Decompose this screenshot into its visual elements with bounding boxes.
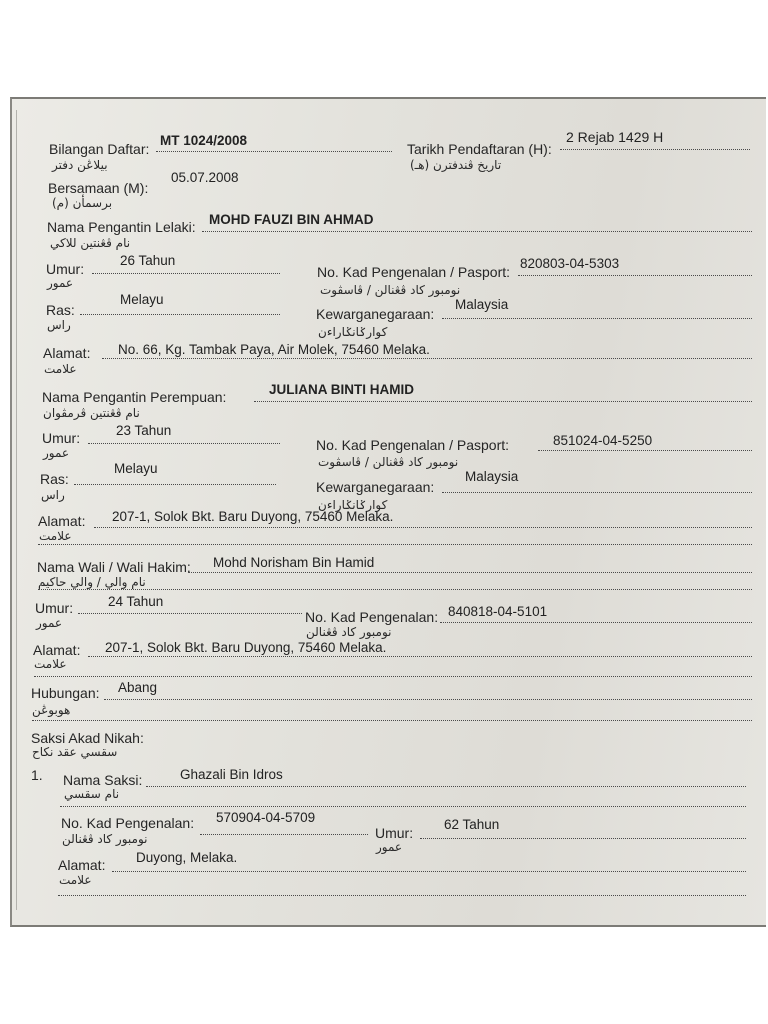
jawi-bride-alamat: علامت — [39, 529, 72, 543]
value-wali-age: 24 Tahun — [108, 594, 164, 609]
field-line-groom-age — [92, 273, 280, 274]
value-groom-address: No. 66, Kg. Tambak Paya, Air Molek, 75460 Melaka. — [118, 342, 430, 357]
label-hubungan: Hubungan: — [31, 685, 100, 701]
value-bride-ic: 851024-04-5250 — [553, 433, 653, 448]
field-line-wali-age — [78, 613, 302, 614]
label-bride-alamat: Alamat: — [38, 513, 86, 529]
field-line-witness-address-2 — [58, 895, 746, 896]
value-witness-address: Duyong, Melaka. — [136, 850, 238, 865]
value-witness-age: 62 Tahun — [444, 817, 500, 832]
value-witness-ic: 570904-04-5709 — [216, 810, 316, 825]
field-line-relationship-2 — [32, 720, 752, 721]
field-line-bride-address — [94, 527, 752, 528]
jawi-bride-umur: عمور — [43, 446, 70, 460]
jawi-bride-no-kad-pasport: نومبور كاد ڤڠنالن / ڤاسڤوت — [318, 455, 459, 469]
field-line-bride-race — [74, 484, 276, 485]
label-groom-kewarganegaraan: Kewarganegaraan: — [316, 306, 435, 322]
field-line-bride-address-2 — [38, 544, 752, 545]
jawi-nama-pengantin-lelaki: نام ڤڠنتين للاكي — [50, 236, 131, 250]
label-groom-ras: Ras: — [46, 302, 75, 318]
jawi-witness-no-kad: نومبور كاد ڤڠنالن — [62, 832, 148, 846]
jawi-groom-umur: عمور — [47, 276, 74, 290]
jawi-tarikh-pendaftaran: تاريخ ڤندفترن (هـ) — [410, 158, 502, 172]
field-line-bride-name — [254, 401, 752, 402]
label-nama-pengantin-lelaki: Nama Pengantin Lelaki: — [47, 219, 196, 235]
label-bride-ras: Ras: — [40, 471, 69, 487]
label-bride-kewarganegaraan: Kewarganegaraan: — [316, 479, 435, 495]
jawi-nama-pengantin-perempuan: نام ڤڠنتين ڤرمڤوان — [43, 406, 140, 420]
value-groom-race: Melayu — [120, 292, 164, 307]
field-line-wali-name — [188, 572, 752, 573]
jawi-nama-wali: نام والي / والي حاكيم — [38, 575, 146, 589]
jawi-witness-alamat: علامت — [59, 873, 92, 887]
label-bride-no-kad-pasport: No. Kad Pengenalan / Pasport: — [316, 437, 510, 453]
jawi-bride-ras: راس — [41, 488, 65, 502]
label-groom-alamat: Alamat: — [43, 345, 91, 361]
value-wali-name: Mohd Norisham Bin Hamid — [213, 555, 375, 570]
value-tarikh-pendaftaran: 2 Rejab 1429 H — [566, 129, 664, 145]
label-wali-alamat: Alamat: — [33, 642, 81, 658]
jawi-groom-alamat: علامت — [44, 362, 77, 376]
field-line-bilangan-daftar — [156, 151, 392, 152]
value-wali-relationship: Abang — [118, 680, 158, 695]
label-wali-no-kad: No. Kad Pengenalan: — [305, 609, 439, 625]
jawi-groom-ras: راس — [47, 318, 71, 332]
jawi-bersamaan: برسمأن (م) — [52, 196, 113, 210]
jawi-nama-saksi: نام سقسي — [64, 787, 120, 801]
field-line-bride-nationality — [442, 492, 752, 493]
jawi-bride-kewarganegaraan: كوارݢانݢاراءن — [318, 498, 388, 512]
jawi-witness-umur: عمور — [376, 840, 403, 854]
label-witness-alamat: Alamat: — [58, 857, 106, 873]
value-bilangan-daftar: MT 1024/2008 — [160, 133, 248, 148]
label-nama-wali: Nama Wali / Wali Hakim: — [37, 559, 191, 575]
label-groom-umur: Umur: — [46, 261, 85, 277]
value-groom-name: MOHD FAUZI BIN AHMAD — [209, 212, 374, 227]
field-line-wali-ic — [440, 622, 752, 623]
field-line-groom-address — [102, 358, 752, 359]
label-nama-pengantin-perempuan: Nama Pengantin Perempuan: — [42, 389, 227, 405]
label-wali-umur: Umur: — [35, 600, 74, 616]
field-line-groom-nationality — [442, 318, 752, 319]
field-line-groom-ic — [518, 275, 752, 276]
witness-number: 1. — [31, 767, 43, 783]
value-witness-name: Ghazali Bin Idros — [180, 767, 283, 782]
field-line-bride-age — [88, 443, 280, 444]
label-saksi-akad-nikah: Saksi Akad Nikah: — [31, 730, 144, 746]
jawi-groom-kewarganegaraan: كوارݢانݢاراءن — [318, 325, 388, 339]
field-line-groom-name — [202, 231, 752, 232]
label-bride-umur: Umur: — [42, 430, 81, 446]
label-witness-no-kad: No. Kad Pengenalan: — [61, 815, 195, 831]
field-line-wali-address-2 — [34, 676, 752, 677]
value-bride-race: Melayu — [114, 461, 158, 476]
value-groom-nationality: Malaysia — [455, 297, 509, 312]
field-line-bride-ic — [538, 450, 752, 451]
field-line-wali-name-2 — [38, 589, 752, 590]
value-bride-age: 23 Tahun — [116, 423, 172, 438]
field-line-witness-name — [146, 786, 746, 787]
field-line-tarikh-pendaftaran — [560, 149, 750, 150]
field-line-relationship — [104, 699, 752, 700]
jawi-wali-no-kad: نومبور كاد ڤڠنالن — [306, 625, 392, 639]
value-bride-address: 207-1, Solok Bkt. Baru Duyong, 75460 Melaka. — [112, 509, 394, 524]
label-tarikh-pendaftaran: Tarikh Pendaftaran (H): — [407, 141, 552, 157]
value-wali-ic: 840818-04-5101 — [448, 604, 548, 619]
value-bersamaan: 05.07.2008 — [171, 170, 239, 185]
field-line-witness-age — [420, 838, 746, 839]
jawi-wali-alamat: علامت — [34, 657, 67, 671]
value-groom-age: 26 Tahun — [120, 253, 176, 268]
jawi-bilangan-daftar: بيلاڠن دفتر — [52, 158, 108, 172]
jawi-saksi-akad-nikah: سقسي عقد نكاح — [32, 745, 118, 759]
jawi-groom-no-kad-pasport: نومبور كاد ڤڠنالن / ڤاسڤوت — [320, 283, 461, 297]
label-nama-saksi: Nama Saksi: — [63, 772, 143, 788]
label-groom-no-kad-pasport: No. Kad Pengenalan / Pasport: — [317, 264, 511, 280]
label-bersamaan: Bersamaan (M): — [48, 180, 149, 196]
jawi-wali-umur: عمور — [36, 616, 63, 630]
label-witness-umur: Umur: — [375, 825, 414, 841]
field-line-wali-address — [88, 656, 752, 657]
label-bilangan-daftar: Bilangan Daftar: — [49, 141, 150, 157]
field-line-groom-race — [80, 314, 280, 315]
form-margin-line — [16, 110, 17, 910]
field-line-witness-name-2 — [60, 806, 746, 807]
value-wali-address: 207-1, Solok Bkt. Baru Duyong, 75460 Melaka. — [105, 640, 387, 655]
jawi-hubungan: هوبوڠن — [32, 703, 71, 717]
value-bride-name: JULIANA BINTI HAMID — [269, 382, 414, 397]
field-line-witness-ic — [200, 834, 368, 835]
value-bride-nationality: Malaysia — [465, 469, 519, 484]
value-groom-ic: 820803-04-5303 — [520, 256, 620, 271]
field-line-witness-address — [112, 871, 746, 872]
